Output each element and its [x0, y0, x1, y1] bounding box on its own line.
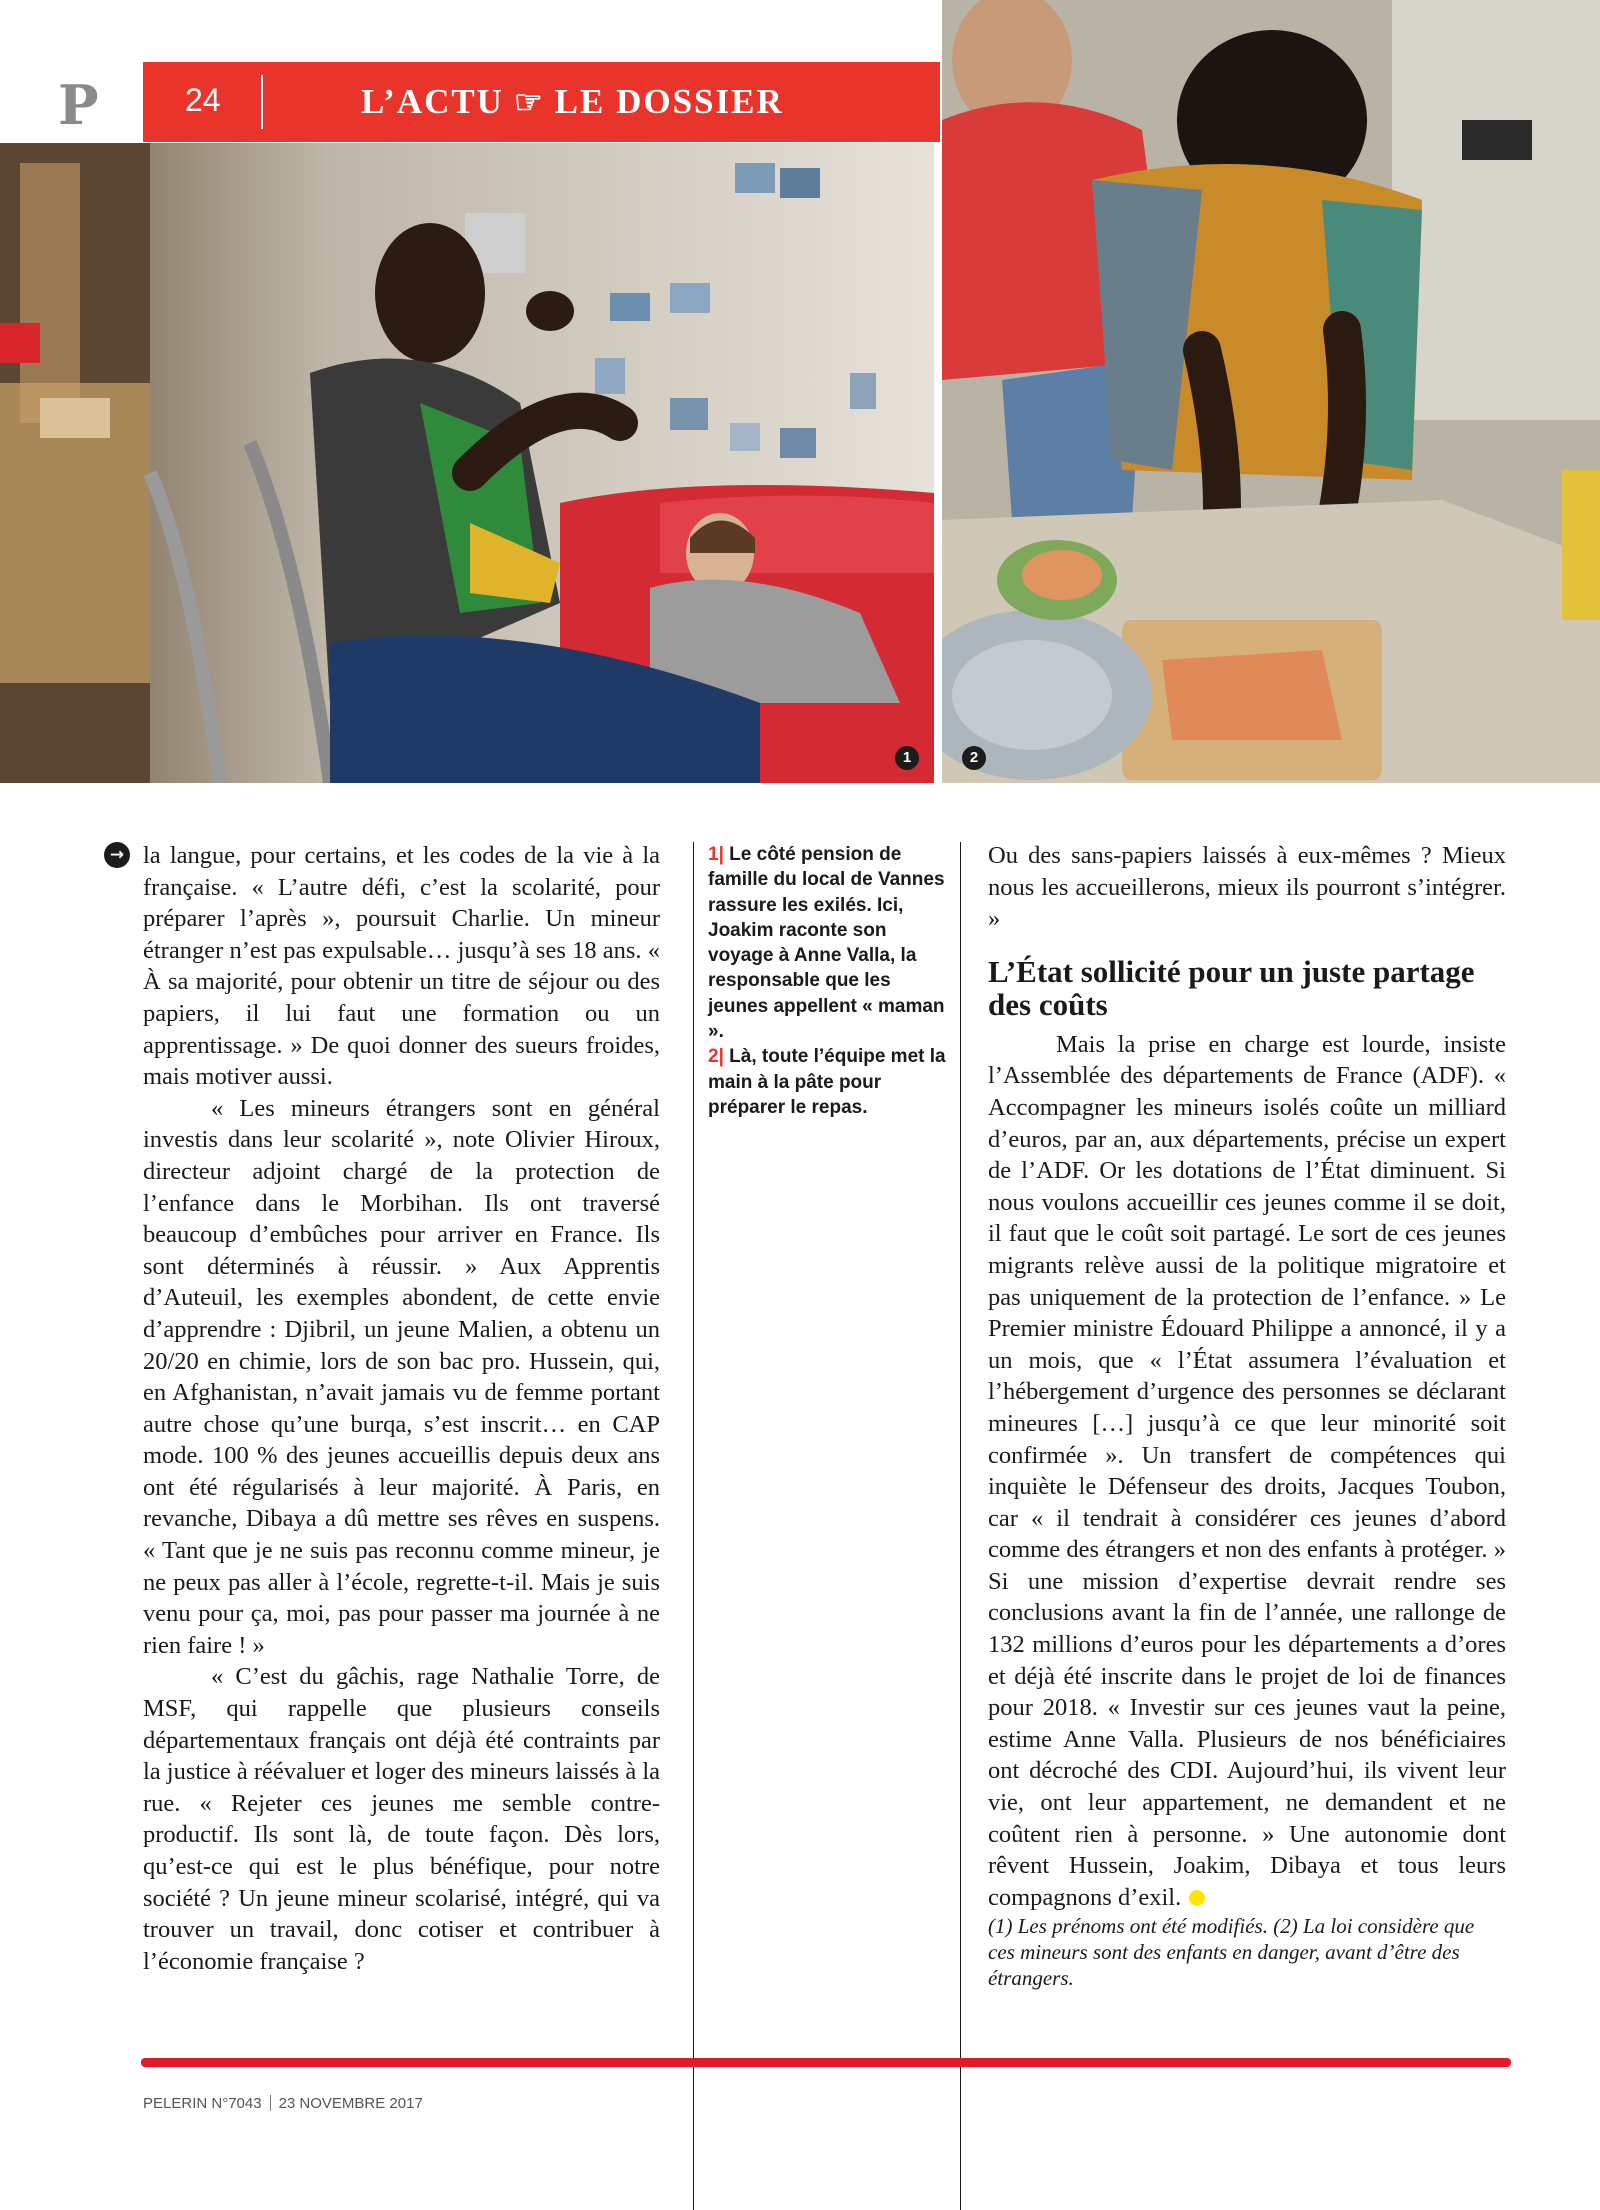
pointing-hand-icon: ☞ [513, 84, 545, 120]
section-title [361, 82, 784, 122]
subheading: L’État sollicité pour un juste partage des coûts [988, 953, 1475, 1022]
photo-captions [708, 842, 948, 1120]
photo-kitchen [942, 0, 1600, 783]
caption-1 [708, 842, 948, 1044]
caption-number: 2| [708, 1046, 724, 1068]
magazine-logo: P [58, 73, 99, 137]
paragraph: « C’est du gâchis, rage Nathalie Torre, de MSF, qui rappelle que plusieurs conseils départementaux français ont déjà été contraints par la justice à réévaluer et loger des mineurs laissés à la rue. « Rejeter ces jeunes me semble contre-productif. Ils sont là, de toute façon. Dès lors, qu’est-ce qui est le plus bénéfique, pour notre société ? Un jeune mineur scolarisé, intégré, qui va trouver un travail, donc cotiser et contribuer à l’économie française ? [143, 1663, 661, 1975]
photo-badge-1: 1 [895, 746, 919, 770]
paragraph [988, 1029, 1506, 1914]
caption-text: Le côté pension de famille du local de Vannes rassure les exilés. Ici, Joakim raconte son voyage à Anne Valla, la responsable que les jeunes appellent « maman ». [708, 844, 945, 1043]
page-footer [143, 2095, 423, 2112]
article-column-left [143, 840, 660, 1977]
paragraph: la langue, pour certains, et les codes de la vie à la française. « L’autre défi, c’est la scolarité, pour préparer l’après », poursuit Charlie. Un mineur étranger n’est pas expulsable… jusqu’à ses 18 ans. « À sa majorité, pour obtenir un titre de séjour ou des papiers, il lui faut une formation ou un apprentissage. » De quoi donner des sueurs froides, mais motiver aussi. [143, 842, 660, 1091]
section-header-bar [143, 62, 940, 142]
caption-text: Là, toute l’équipe met la main à la pâte pour préparer le repas. [708, 1046, 946, 1118]
section-left: L’ACTU [361, 82, 504, 121]
footer-separator [270, 2095, 271, 2111]
photo-badge-2: 2 [962, 746, 986, 770]
paragraph-text: Mais la prise en charge est lourde, insiste l’Assemblée des départements de France (ADF). « Accompagner les mineurs isolés coûte un milliard d’euros, par an, aux départements, précise un expert de l’ADF. Or les dotations de l’État diminuent. Si nous voulons accueillir ces jeunes comme il se doit, il faut que le coût soit partagé. Le sort de ces jeunes migrants relève aussi de la politique migratoire et pas uniquement de la protection de l’enfance. » Le Premier ministre Édouard Philippe a annoncé, il y a un mois, que « l’État assumera l’évaluation et l’hébergement d’urgence des personnes se déclarant mineures […] jusqu’à ce que leur minorité soit confirmée ». Un transfert de compétences qui inquiète le Défenseur des droits, Jacques Toubon, car « il tendrait à considérer ces jeunes d’abord comme des étrangers et non des enfants à protéger. » Si une mission d’expertise devrait rendre ses conclusions avant la fin de l’année, une rallonge de 132 millions d’euros pour les départements a d’ores et déjà été inscrite dans le projet de loi de finances pour 2018. « Investir sur ces jeunes vaut la peine, estime Anne Valla. Plusieurs de nos bénéficiaires ont décroché des CDI. Aujourd’hui, ils vivent leur vie, ont leur appartement, ne demandent et ne coûtent rien à personne. » Une autonomie dont rêvent Hussein, Joakim, Dibaya et tous leurs compagnons d’exil. [988, 1030, 1506, 1911]
caption-number: 1| [708, 844, 724, 865]
end-mark-dot [1189, 1890, 1205, 1906]
continuation-arrow-icon: → [104, 842, 130, 868]
footer-rule [141, 2058, 1511, 2067]
section-right: LE DOSSIER [554, 82, 784, 121]
issue-date: 23 NOVEMBRE 2017 [278, 2095, 423, 2112]
footnote: (1) Les prénoms ont été modifiés. (2) La loi considère que ces mineurs sont des enfants en danger, avant d’être des étrangers. [988, 1914, 1475, 1991]
article-column-right [988, 840, 1506, 1991]
page-number: 24 [185, 82, 221, 118]
magazine-issue: PELERIN N°7043 [143, 2095, 262, 2112]
column-divider [693, 842, 694, 2210]
caption-2 [708, 1044, 948, 1120]
paragraph: « Les mineurs étrangers sont en général investis dans leur scolarité », note Olivier Hiroux, directeur adjoint chargé de la protection de l’enfance dans le Morbihan. Ils ont traversé beaucoup d’embûches pour arriver en France. Ils sont déterminés à réussir. » Aux Apprentis d’Auteuil, les exemples abondent, de cette envie d’apprendre : Djibril, un jeune Malien, a obtenu un 20/20 en chimie, lors de son bac pro. Hussein, qui, en Afghanistan, n’avait jamais vu de femme portant autre chose qu’une burqa, s’est inscrit… en CAP mode. 100 % des jeunes accueillis depuis deux ans ont été régularisés à leur majorité. À Paris, en revanche, Dibaya a dû mettre ses rêves en suspens. « Tant que je ne suis pas reconnu comme mineur, je ne peux pas aller à l’école, regrette-t-il. Mais je suis venu pour ça, moi, pas pour passer ma journée à ne rien faire ! » [143, 1094, 660, 1659]
photo-living-room [0, 143, 934, 783]
paragraph: Ou des sans-papiers laissés à eux-mêmes ? Mieux nous les accueillerons, mieux ils pourront s’intégrer. » [988, 842, 1506, 933]
header-divider [261, 75, 263, 129]
column-divider [960, 842, 961, 2210]
